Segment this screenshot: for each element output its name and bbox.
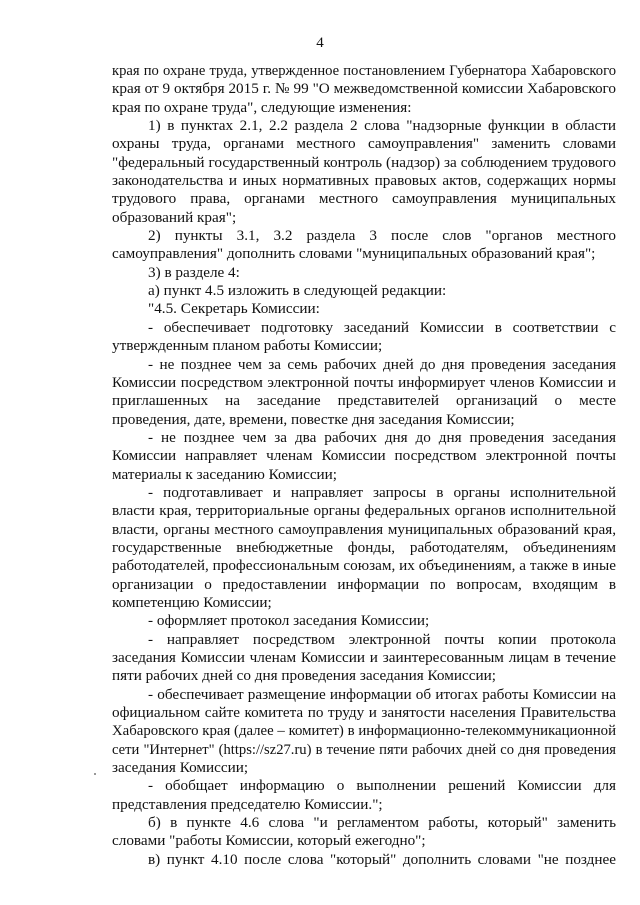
page-number: 4 (316, 35, 324, 51)
text-line: края по охране труда", следующие изменения: (112, 98, 412, 116)
text-line: власти, органы местного самоуправления муниципальных образований края, (112, 520, 616, 538)
text-line: представления председателю Комиссии."; (112, 795, 383, 813)
text-line: словами "работы Комиссии, который ежегодно"; (112, 832, 426, 850)
text-line: утвержденным планом работы Комиссии; (112, 337, 383, 355)
text-line: охраны труда, органами местного самоуправления" заменить словами (112, 135, 616, 153)
text-line: заседания Комиссии членам Комиссии и заинтересованным лицам в течение (112, 649, 616, 666)
text-line: приглашенных на заседание представителей организаций о месте (112, 392, 616, 410)
text-line: б) в пункте 4.6 слова "и регламентом работы, который" заменить (148, 814, 616, 832)
text-line: - обобщает информацию о выполнении решений Комиссии для (148, 777, 616, 795)
text-line: - обеспечивает размещение информации об итогах работы Комиссии на (148, 685, 616, 703)
text-line: трудового права, органами местного самоуправления муниципальных (112, 190, 616, 208)
text-line: 1) в пунктах 2.1, 2.2 раздела 2 слова "надзорные функции в области (148, 117, 616, 135)
text-line: "федеральный государственный контроль (надзор) за соблюдением трудового (112, 153, 616, 171)
text-line: края по охране труда, утвержденное постановлением Губернатора Хабаровского (112, 63, 616, 79)
text-line: самоуправления" дополнить словами "муниципальных образований края"; (112, 245, 596, 263)
text-line: материалы к заседанию Комиссии; (112, 465, 338, 483)
scan-speck (94, 773, 96, 775)
text-line: Комиссии направляет членам Комиссии посредством электронной почты (112, 447, 616, 465)
text-line: - оформляет протокол заседания Комиссии; (148, 612, 430, 630)
text-line: края от 9 октября 2015 г. № 99 "О межведомственной комиссии Хабаровского (112, 80, 616, 98)
text-line: 2) пункты 3.1, 3.2 раздела 3 после слов "органов местного (148, 227, 616, 245)
text-line: - подготавливает и направляет запросы в органы исполнительной (148, 483, 616, 501)
text-line: образований края"; (112, 208, 237, 226)
text-line: законодательства и иных нормативных правовых актов, содержащих нормы (112, 172, 616, 190)
text-line: официальном сайте комитета по труду и занятости населения Правительства (112, 704, 616, 722)
text-line: 3) в разделе 4: (148, 263, 240, 281)
text-line: пяти рабочих дней со дня проведения заседания Комиссии; (112, 667, 496, 685)
text-line: - не позднее чем за два рабочих дня до дня проведения заседания (148, 428, 616, 446)
text-line: власти края, территориальные органы федеральных органов исполнительной (112, 502, 616, 520)
text-line: - не позднее чем за семь рабочих дней до дня проведения заседания (148, 355, 616, 373)
text-line: - направляет посредством электронной почты копии протокола (148, 630, 616, 648)
text-line: в) пункт 4.10 после слова "который" дополнить словами "не позднее (148, 850, 616, 868)
text-line: Комиссии посредством электронной почты информирует членов Комиссии и (112, 373, 616, 391)
text-line: сети "Интернет" (https://sz27.ru) в течение пяти рабочих дней со дня проведения (112, 741, 616, 758)
text-line: проведения, дате, времени, повестке дня заседания Комиссии; (112, 410, 515, 428)
text-line: компетенцию Комиссии; (112, 593, 272, 611)
text-line: а) пункт 4.5 изложить в следующей редакции: (148, 282, 447, 300)
text-line: "4.5. Секретарь Комиссии: (148, 300, 320, 318)
document-body (112, 62, 616, 869)
text-line: организации о предоставлении информации по вопросам, входящим в (112, 575, 616, 593)
text-line: государственные внебюджетные фонды, работодателям, объединениям (112, 538, 616, 556)
text-line: - обеспечивает подготовку заседаний Комиссии в соответствии с (148, 318, 616, 336)
text-line: Хабаровского края (далее – комитет) в информационно-телекоммуникационной (112, 723, 616, 740)
text-line: работодателей, профессиональным союзам, их объединениям, а также в иные (112, 557, 616, 575)
text-line: заседания Комиссии; (112, 759, 249, 777)
